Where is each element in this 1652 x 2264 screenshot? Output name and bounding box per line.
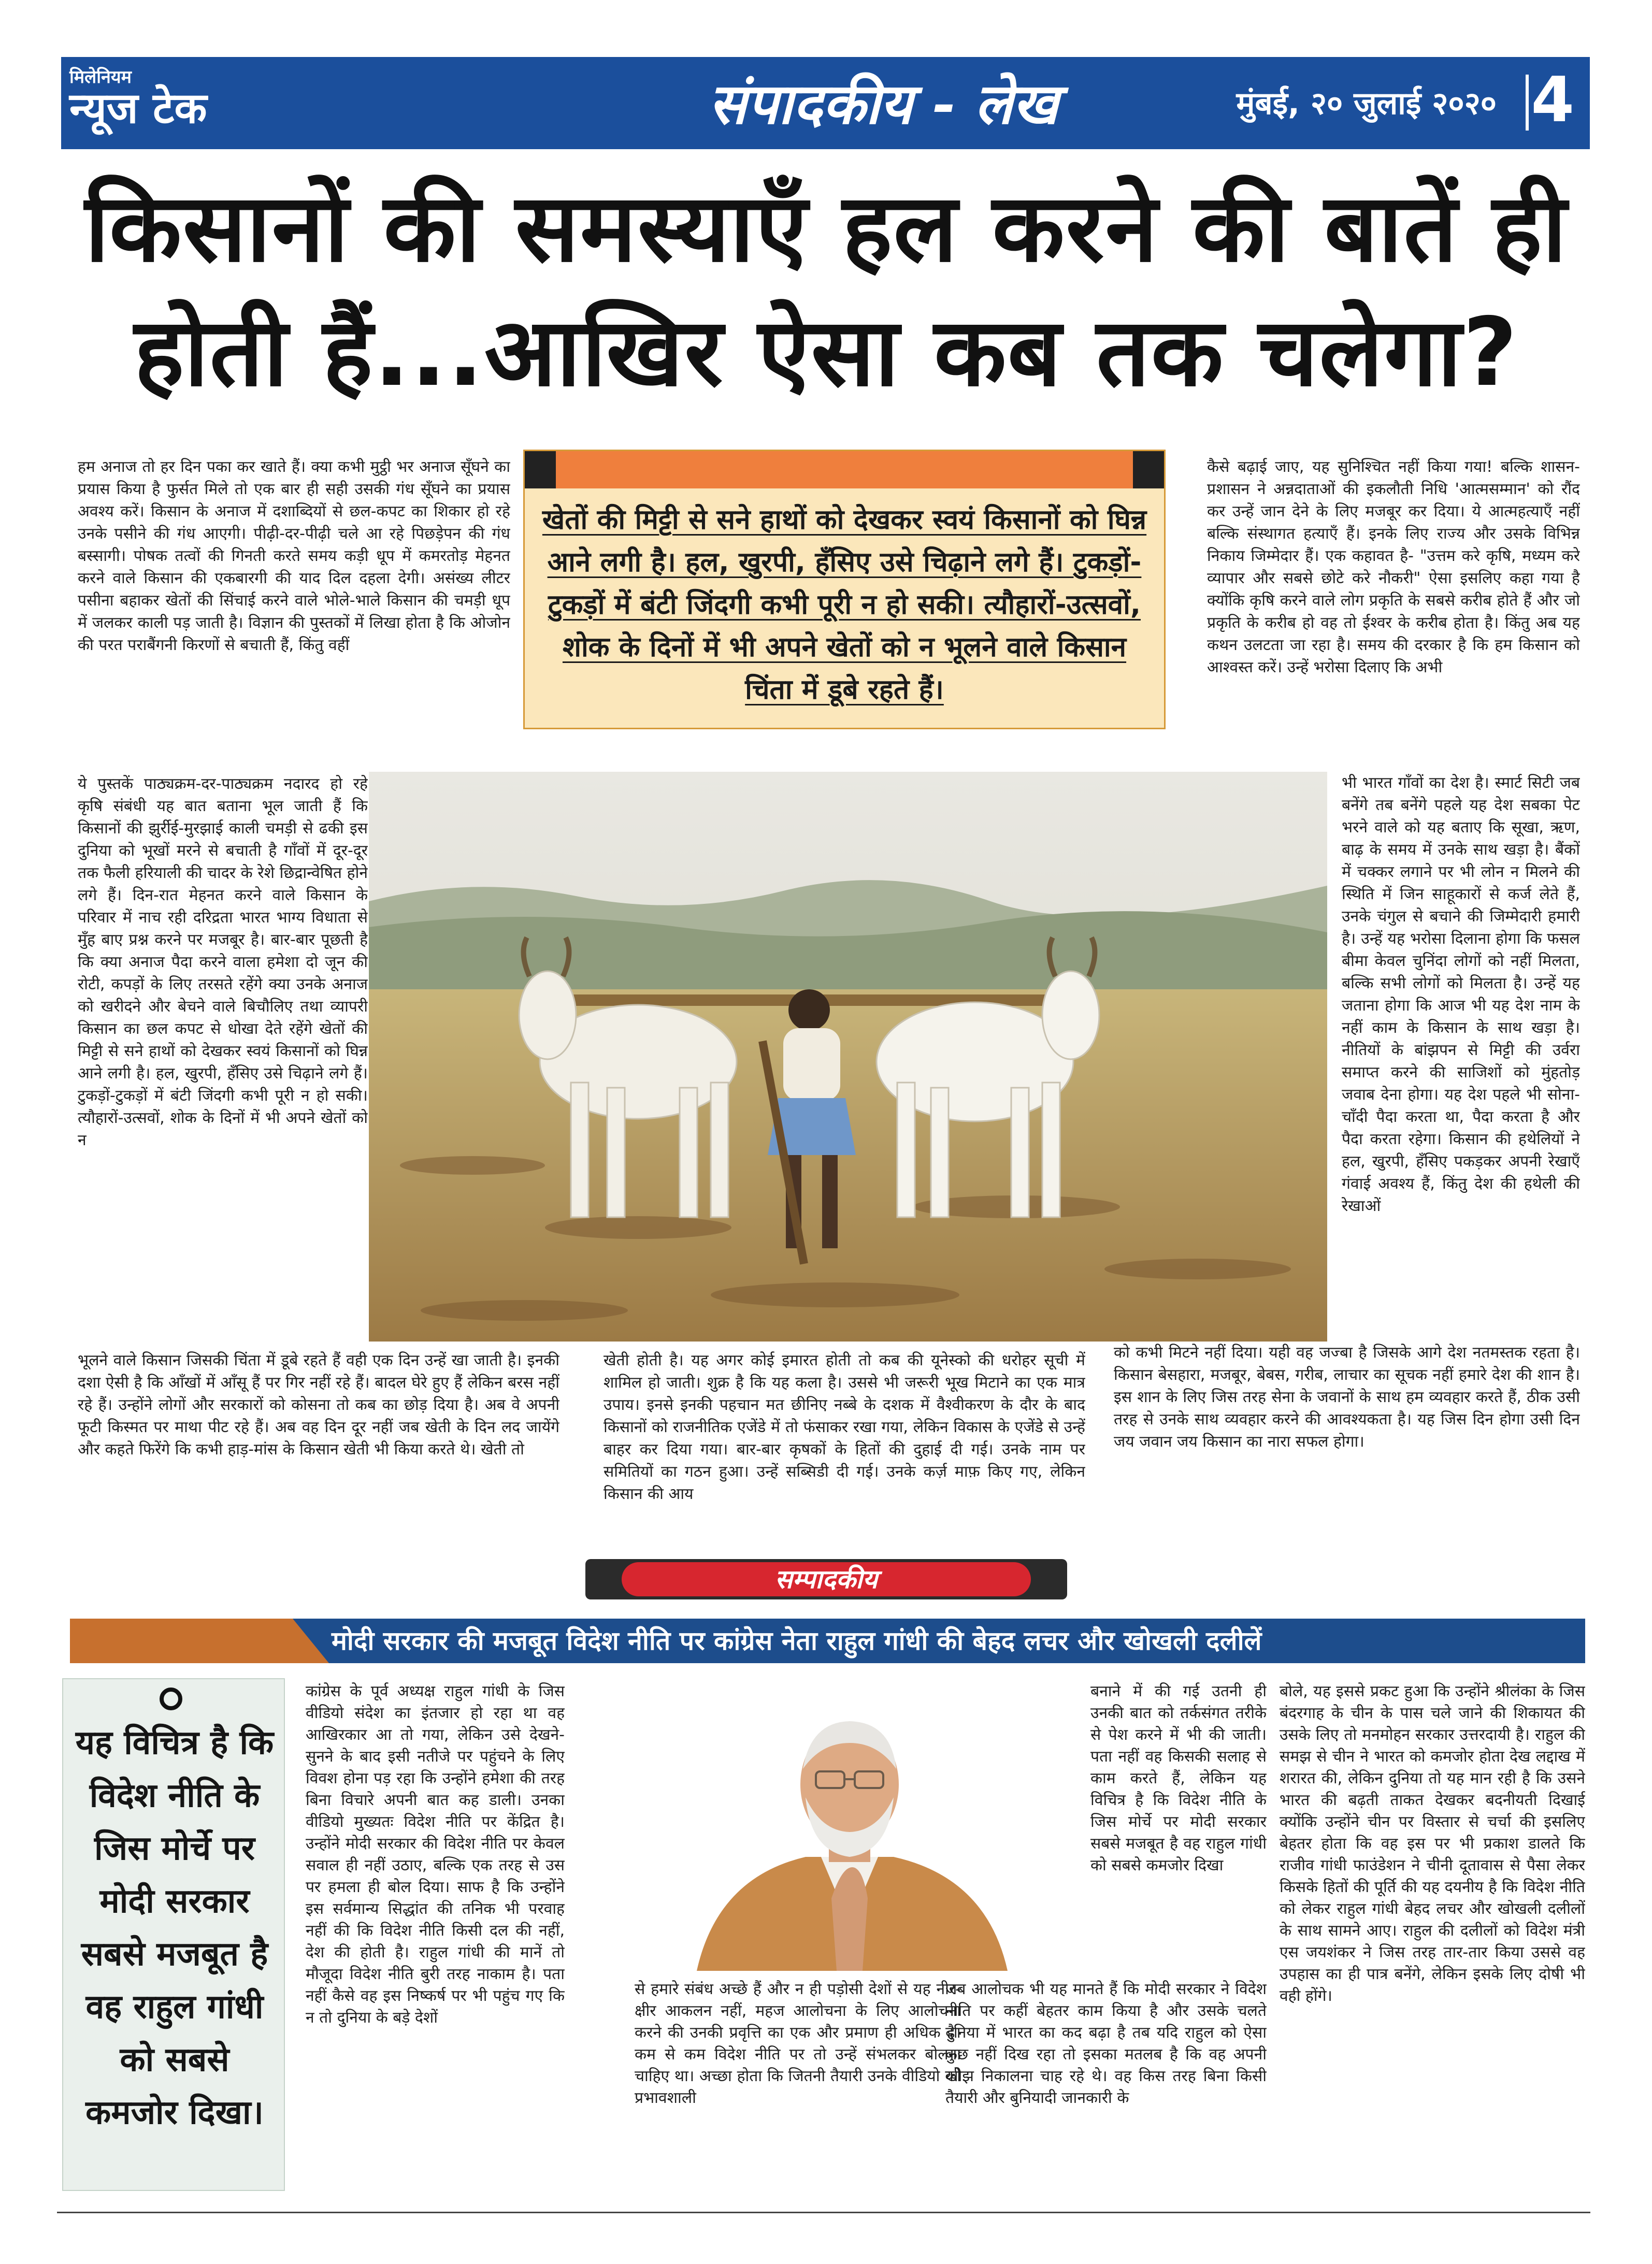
article-column-1-side: ये पुस्तकें पाठ्यक्रम-दर-पाठ्यक्रम नदारद हो रहे कृषि संबंधी यह बात बताना भूल जाती हैं कि किसानों की झुर्रीई-मुरझाई काली चमड़ी से ढकी इस दुनिया को भूखों मरने से बचाती है गाँवों में दूर-दूर तक फैली हरियाली की चादर के रेशे छिद्रान्वेषित होने लगे हैं। दिन-रात मेहनत करने वाले किसान के परिवार में नाच रही दरिद्रता भारत भाग्य विधाता से मुँह बाए प्रश्न करने पर मजबूर है। बार-बार पूछती है कि क्या अनाज पैदा करने वाला हमेशा दो जून की रोटी, कपड़ों के लिए तरसते रहेंगे क्या उनके अनाज को खरीदने और बेचने वाले बिचौलिए तथा व्यापरी किसान का छल कपट से धोखा देते रहेंगे खेतों की मिट्टी से सने हाथों को देखकर स्वयं किसानों को घिन्न आने लगी है। हल, खुरपी, हँसिए उसे चिढ़ाने लगे हैं। टुकड़ों-टुकड़ों में बंटी जिंदगी कभी पूरी न हो सकी। त्यौहारों-उत्सवों, शोक के दिनों में भी अपने खेतों को न <box>78 775 368 1149</box>
brand-logo-text: न्यूज टेक <box>69 84 207 133</box>
editorial-pull-quote <box>62 1678 285 2191</box>
editorial-pull-quote-text: यह विचित्र है कि विदेश नीति के जिस मोर्चे पर मोदी सरकार सबसे मजबूत है वह राहुल गांधी को सबसे कमजोर दिखा। <box>75 1724 274 2132</box>
brand-small-text: मिलेनियम <box>69 67 132 88</box>
editorial-headline-wedge <box>70 1619 329 1663</box>
article-column-3-bottom: को कभी मिटने नहीं दिया। यही वह जज्बा है जिसके आगे देश नतमस्तक रहता है। किसान बेसहारा, मजबूर, बेबस, गरीब, लाचार का सूचक नहीं हमारे देश की शान है। इस शान के लिए जिस तरह सेना के जवानों के साथ हम व्यवहार करते हैं, ठीक उसी तरह से उनके साथ व्यवहार करने की आवश्यकता है। यह जिस दिन होगा उसी दिन जय जवान जय किसान का नारा सफल होगा। <box>1114 1344 1580 1451</box>
page-bottom-rule <box>57 2212 1590 2213</box>
leader-namaste-photo <box>635 1681 1065 1971</box>
editorial-label: सम्पादकीय <box>775 1564 878 1594</box>
article-column-3-side: भी भारत गाँवों का देश है। स्मार्ट सिटी जब बनेंगे तब बनेंगे पहले यह देश सबका पेट भरने वाले को यह बताए कि सूखा, ऋण, बाढ़ के समय में उनके साथ खड़ा है। बैंकों में चक्कर लगाने पर भी लोन न मिलने की स्थिति में जिन साहूकारों से कर्ज लेते हैं, उनके चंगुल से बचाने की जिम्मेदारी हमारी है। उन्हें यह भरोसा दिलाना होगा कि फसल बीमा केवल चुनिंदा लोगों को नहीं मिलता, बल्कि सभी लोगों को मिलता है। उन्हें यह जताना होगा कि आज भी यह देश नाम के नहीं काम के किसान के साथ खड़ा है। नीतियों के बांझपन से मिट्टी की उर्वरा समाप्त करने की साजिशों को मुंहतोड़ जवाब देना होगा। यह देश पहले भी सोना-चाँदी पैदा करता था, पैदा करता है और पैदा करता रहेगा। किसान की हथेलियों ने हल, खुरपी, हँसिए पकड़कर अपनी रेखाएँ गंवाई अवश्य हैं, किंतु देश की हथेली की रेखाओं <box>1342 774 1580 1215</box>
editorial-column-4: बोले, यह इससे प्रकट हुआ कि उन्होंने श्रीलंका के जिस बंदरगाह के चीन के पास चले जाने की शिकायत की उसके लिए तो मनमोहन सरकार उत्तरदायी है। राहुल की समझ से चीन ने भारत को कमजोर होता देख लद्दाख में शरारत की, लेकिन दुनिया तो यह मान रही है कि उसने भारत की बढ़ती ताकत देखकर बदनीयती दिखाई क्योंकि उन्होंने चीन पर विस्तार से चर्चा की इसलिए बेहतर होता कि वह इस पर भी प्रकाश डालते कि राजीव गांधी फाउंडेशन ने चीनी दूतावास से पैसा लेकर किसके हितों की पूर्ति की यह दयनीय है कि विदेश नीति को लेकर राहुल गांधी बेहद लचर और खोखली दलीलों के साथ सामने आए। राहुल की दलीलों को विदेश मंत्री एस जयशंकर ने जिस तरह तार-तार किया उससे वह उपहास का ही पात्र बनेंगे, लेकिन इसके लिए दोषी भी वही होंगे। <box>1280 1682 1585 2005</box>
article-column-2-bottom: खेती होती है। यह अगर कोई इमारत होती तो कब की यूनेस्को की धरोहर सूची में शामिल हो जाती। शुक्र है कि यह कला है। उससे भी जरूरी भूख मिटाने का एक मात्र उपाय। इनसे इनकी पहचान मत छीनिए नब्बे के दशक में वैश्वीकरण के दौर के बाद किसानों को राजनीतिक एजेंडे में तो फंसाकर रखा गया, लेकिन विकास के एजेंडे से उन्हें बाहर कर दिया गया। बार-बार कृषकों के हितों की दुहाई दी गई। उनके नाम पर समितियों का गठन हुआ। उन्हें सब्सिडी दी गई। उनके कर्ज़ माफ़ किए गए, लेकिन किसान की आय <box>604 1351 1085 1503</box>
article-column-3-top: कैसे बढ़ाई जाए, यह सुनिश्चित नहीं किया गया! बल्कि शासन-प्रशासन ने अन्नदाताओं की इकलौती निधि 'आत्मसम्मान' को रौंद कर उन्हें जान देने के लिए मजबूर कर दिया। ये आत्महत्याएँ नहीं बल्कि संस्थागत हत्याएँ हैं। इनके लिए राज्य और उसके विभिन्न निकाय जिम्मेदार हैं। एक कहावत है- "उत्तम करे कृषि, मध्यम करे व्यापार और सबसे छोटे करे नौकरी" ऐसा इसलिए कहा गया है क्योंकि कृषि करने वाले लोग प्रकृति के सबसे करीब होते हैं और जो प्रकृति के करीब हो वह तो ईश्वर के करीब होता है। किंतु अब यह कथन उलटता जा रहा है। समय की दरकार है कि हम किसान को आश्वस्त करें। उन्हें भरोसा दिलाए कि अभी <box>1207 458 1580 676</box>
farmer-ploughing-illustration <box>369 772 1327 1342</box>
editorial-column-3-bottom: जब आलोचक भी यह मानते हैं कि मोदी सरकार ने विदेश नीति पर कहीं बेहतर काम किया है और उसके चलते दुनिया में भारत का कद बढ़ा है तब यदि राहुल को ऐसा कुछ नहीं दिख रहा तो इसका मतलब है कि वह अपनी खीझ निकालना चाह रहे थे। वह किस तरह बिना किसी तैयारी और बुनियादी जानकारी के <box>945 1980 1267 2107</box>
masthead <box>61 57 1590 149</box>
article-column-1-top: हम अनाज तो हर दिन पका कर खाते हैं। क्या कभी मुट्ठी भर अनाज सूँघने का प्रयास किया है फुर्सत मिले तो एक बार ही सही उसकी गंध सूँघने का प्रयास अवश्य करें। किसान के अनाज में दशाब्दियों से छल-कपट का शिकार हो रहे उनके पसीने की गंध आएगी। पीढ़ी-दर-पीढ़ी चले आ रहे पिछड़ेपन की गंध बस्सागी। पोषक तत्वों की गिनती करते समय कड़ी धूप में कमरतोड़ मेहनत करने वाले किसान की एकबारगी की याद दिल दहला देगी। असंख्य लीटर पसीना बहाकर खेतों की सिंचाई करने वाले भोले-भाले किसान की चमड़ी धूप में जलकर काली पड़ जाती है। विज्ञान की पुस्तकों में लिखा होता है कि ओजोन की परत पराबैंगनी किरणों से बचाती हैं, किंतु वहीं <box>78 458 510 654</box>
section-title: संपादकीय - लेख <box>709 71 1058 137</box>
pull-quote-text: खेतों की मिट्टी से सने हाथों को देखकर स्वयं किसानों को घिन्न आने लगी है। हल, खुरपी, हँसिए उसे चिढ़ाने लगे हैं। टुकड़ों-टुकड़ों में बंटी जिंदगी कभी पूरी न हो सकी। त्यौहारों-उत्सवों, शोक के दिनों में भी अपने खेतों को न भूलने वाले किसान चिंता में डूबे रहते हैं। <box>542 504 1147 705</box>
article-column-1-bottom: भूलने वाले किसान जिसकी चिंता में डूबे रहते हैं वही एक दिन उन्हें खा जाती है। इनकी दशा ऐसी है कि आँखों में आँसू हैं पर गिर नहीं रहे हैं। बादल घेरे हुए हैं लेकिन बरस नहीं रहे हैं। उन्होंने लोगों और सरकारों को कोसना तो कब का छोड़ दिया है। अब वे अपनी फूटी किस्मत पर माथा पीट रहे हैं। अब वह दिन दूर नहीं जब खेती के दिन लद जायेंगे और कहते फिरेंगे कि कभी हाड़-मांस के किसान खेती भी किया करते थे। खेती तो <box>78 1351 559 1459</box>
editorial-label-band <box>585 1559 1067 1599</box>
editorial-headline: मोदी सरकार की मजबूत विदेश नीति पर कांग्रेस नेता राहुल गांधी की बेहद लचर और खोखली दलीलें <box>332 1626 1262 1656</box>
editorial-column-2: से हमारे संबंध अच्छे हैं और न ही पड़ोसी देशों से यह नीर-क्षीर आकलन नहीं, महज आलोचना के लिए आलोचना करने की उनकी प्रवृत्ति का एक और प्रमाण ही अधिक है।कम से कम विदेश नीति पर तो उन्हें संभलकर बोलना चाहिए था। अच्छा होता कि जितनी तैयारी उनके वीडियो को प्रभावशाली <box>635 1980 961 2107</box>
pull-quote-bar <box>525 451 1164 488</box>
pull-quote-bar-accent <box>556 451 1133 488</box>
dateline: मुंबई, २० जुलाई २०२० <box>1236 85 1497 122</box>
quote-circle-icon <box>160 1688 182 1710</box>
farmer-ploughing-photo <box>369 772 1327 1342</box>
leader-namaste-illustration <box>635 1681 1065 1971</box>
headline-line-2: होती हैं...आखिर ऐसा कब तक चलेगा? <box>134 297 1519 407</box>
headline-line-1: किसानों की समस्याएँ हल करने की बातें ही <box>84 173 1568 283</box>
article-pull-quote <box>523 450 1166 729</box>
page-number: 4 <box>1531 64 1574 136</box>
editorial-column-1: कांग्रेस के पूर्व अध्यक्ष राहुल गांधी के जिस वीडियो संदेश का इंतजार हो रहा था वह आखिरकार आ तो गया, लेकिन उसे देखने-सुनने के बाद इसी नतीजे पर पहुंचने के लिए विवश होना पड़ रहा कि उन्होंने हमेशा की तरह बिना विचारे अपनी बात कह डाली। उनका वीडियो मुख्यतः विदेश नीति पर केंद्रित है। उन्होंने मोदी सरकार की विदेश नीति पर केवल सवाल ही नहीं उठाए, बल्कि एक तरह से उस पर हमला ही बोल दिया। साफ है कि उन्होंने इस सर्वमान्य सिद्धांत की तनिक भी परवाह नहीं की कि विदेश नीति किसी दल की नहीं, देश की होती है। राहुल गांधी की मानें तो मौजूदा विदेश नीति बुरी तरह नाकाम है। पता नहीं कैसे वह इस निष्कर्ष पर भी पहुंच गए कि न तो दुनिया के बड़े देशों <box>306 1682 565 2027</box>
page-number-divider <box>1526 75 1529 131</box>
main-headline <box>73 166 1580 414</box>
editorial-label-pill <box>622 1562 1031 1596</box>
editorial-column-3: बनाने में की गई उतनी ही उनकी बात को तर्कसंगत तरीके से पेश करने में भी की जाती। पता नहीं वह किसकी सलाह से काम करते हैं, लेकिन यह विचित्र है कि विदेश नीति के जिस मोर्चे पर मोदी सरकार सबसे मजबूत है वह राहुल गांधी को सबसे कमजोर दिखा <box>1090 1682 1267 1874</box>
